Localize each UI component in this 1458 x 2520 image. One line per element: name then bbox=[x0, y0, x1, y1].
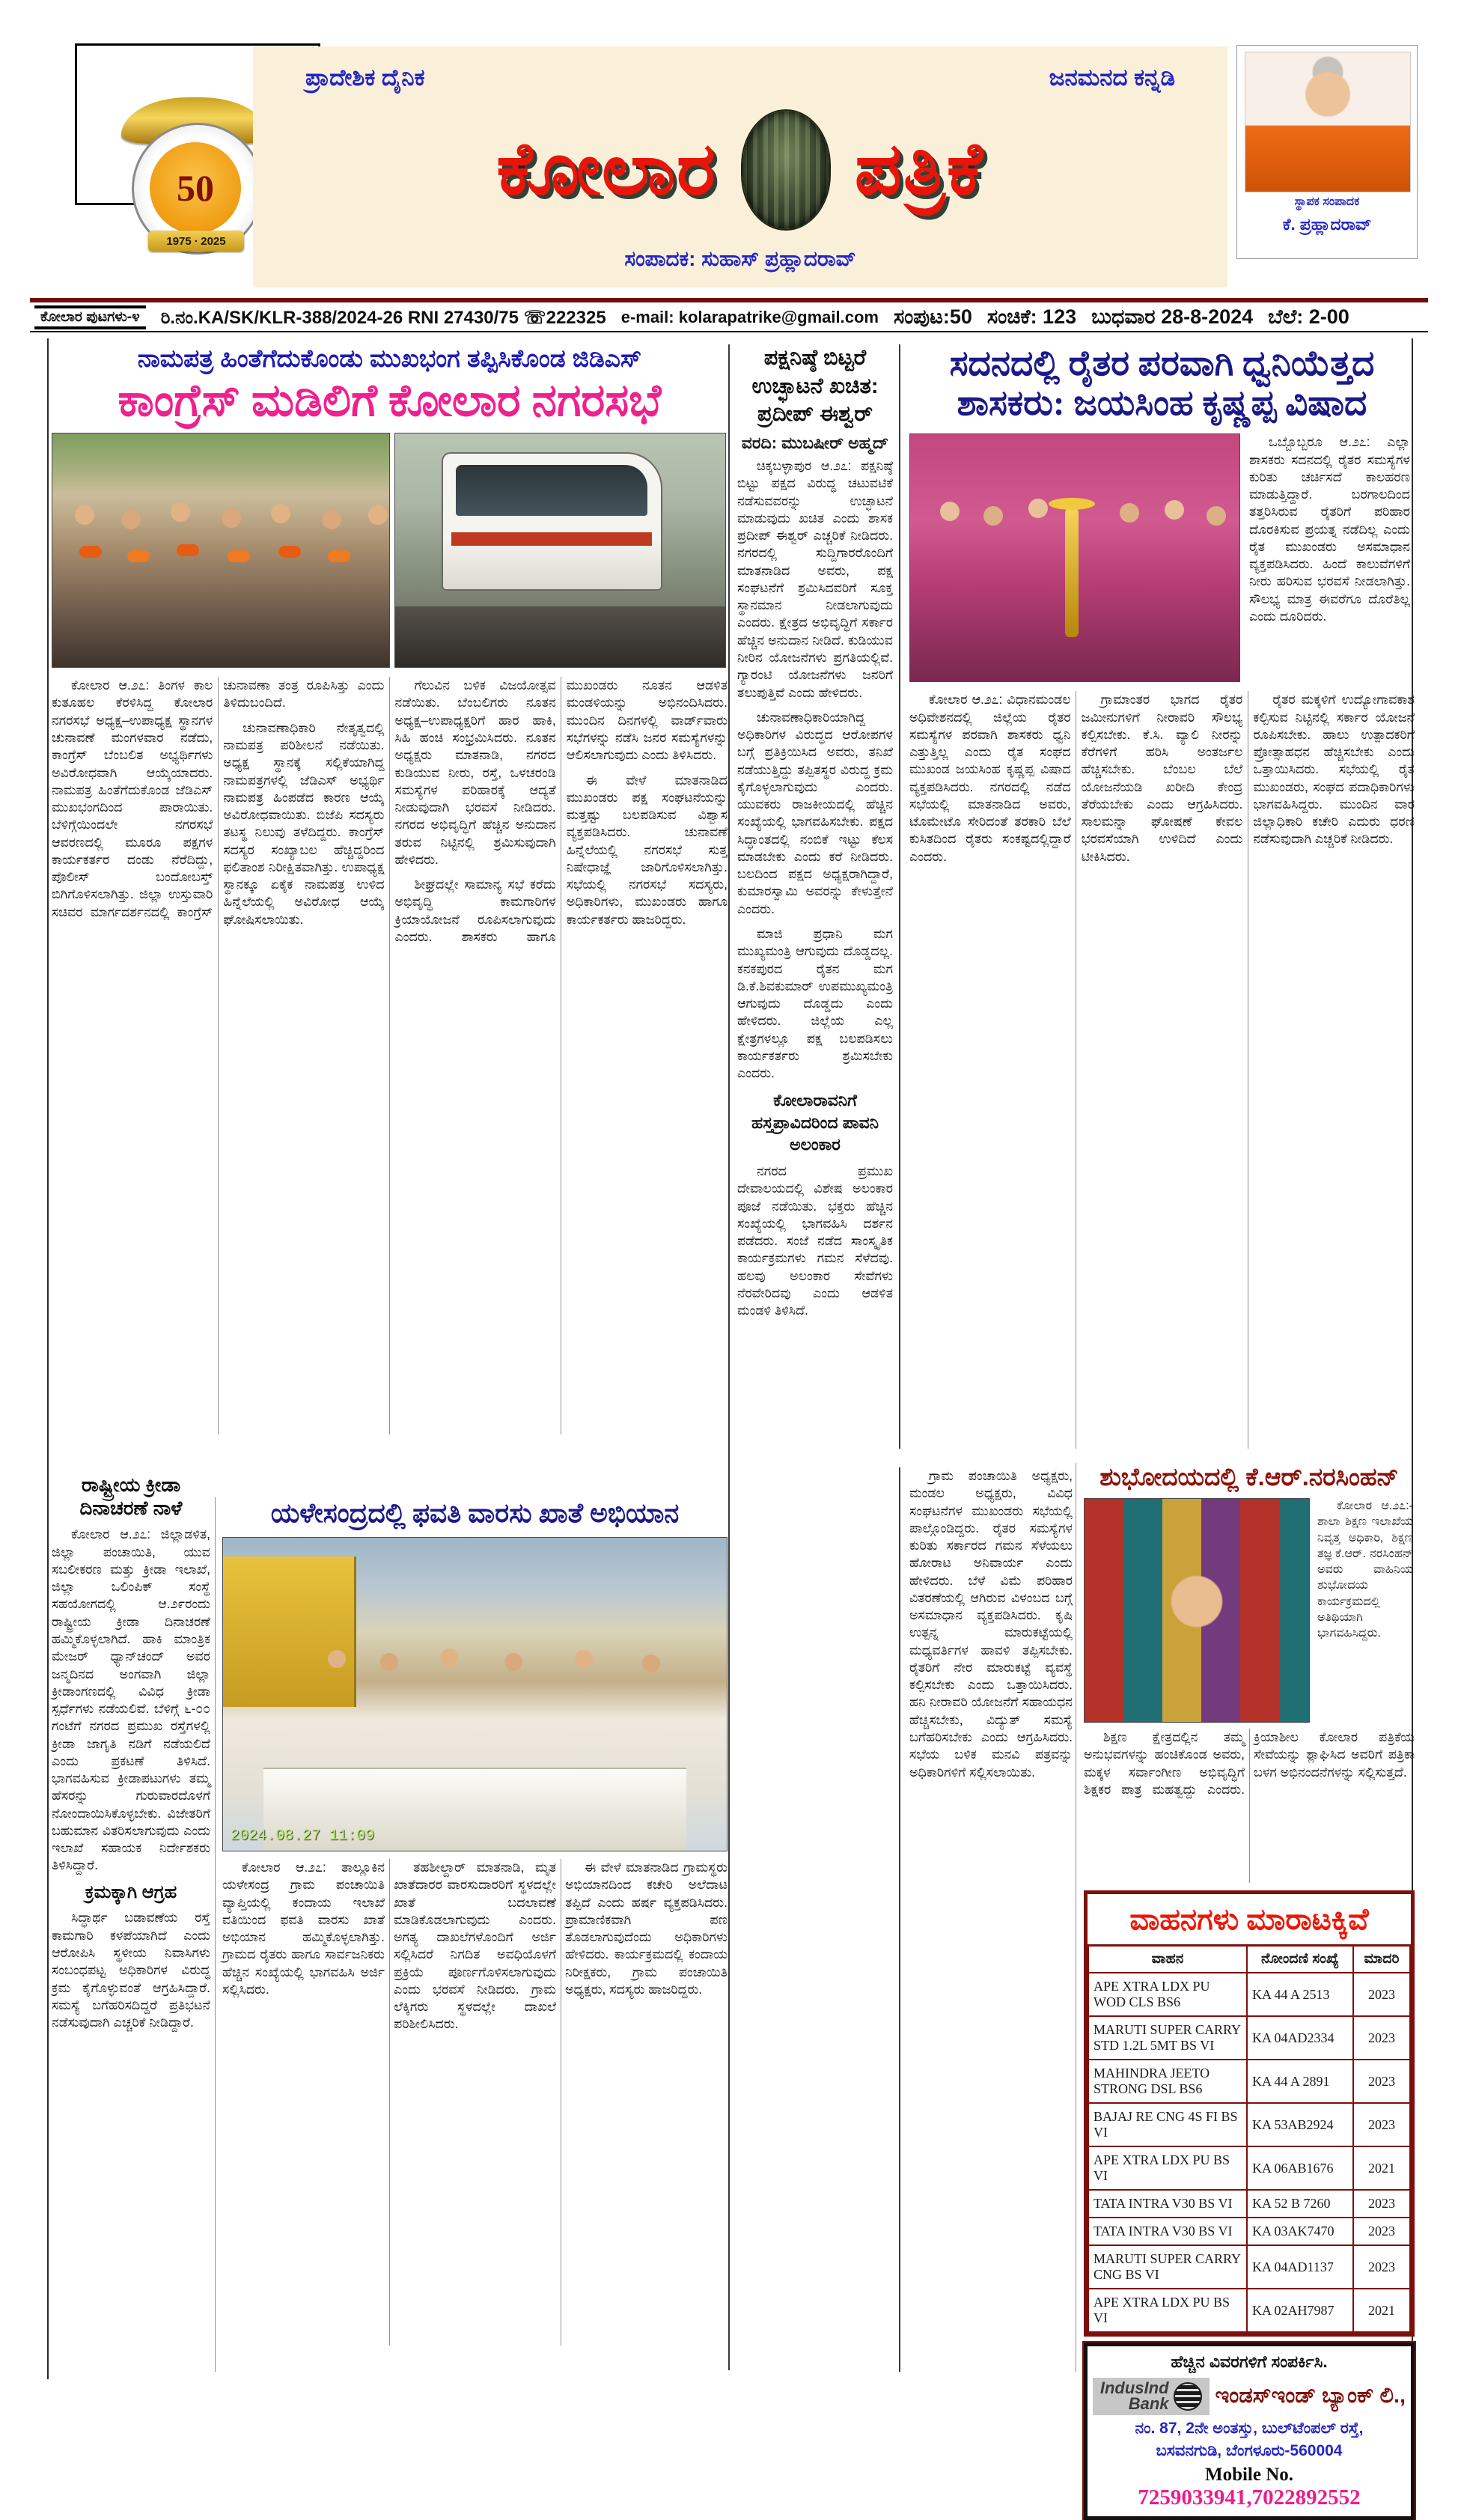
story-jayasimha-sidetext: ಒಬ್ಬೊಬ್ಬರೂ ಆ.೨೭: ಎಲ್ಲಾ ಶಾಸಕರು ಸದನದಲ್ಲಿ ರೈತರ ಸಮಸ್ಯೆಗಳ ಕುರಿತು ಚರ್ಚಿಸದೆ ಕಾಲಹರಣ ಮಾಡುತ್ತಿದ್ದಾರೆ. ಬರಗಾಲದಿಂದ ತತ್ತರಿಸಿರುವ ರೈತರಿಗೆ ಪರಿಹಾರ ದೊರಕಿಸುವ ಪ್ರಯತ್ನ ನಡೆದಿಲ್ಲ ಎಂದು ರೈತ ಮುಖಂಡರು ಅಸಮಾಧಾನ ವ್ಯಕ್ತಪಡಿಸಿದರು. ಹಿಂದೆ ಕಾಲುವೆಗಳಿಗೆ ನೀರು ಹರಿಸುವ ಭರವಸೆ ನೀಡಲಾಗಿತ್ತು. ಸೌಲಭ್ಯ ಮಾತ್ರ ಈವರೆಗೂ ದೊರೆತಿಲ್ಲ ಎಂದು ದೂರಿದರು. bbox=[1249, 434, 1410, 624]
table-row: APE XTRA LDX PU BS VI KA 06AB1676 2021 bbox=[1088, 2146, 1410, 2190]
paper-title-word2: ಪತ್ರಿಕೆ bbox=[854, 129, 984, 210]
info-bar bbox=[30, 298, 1428, 332]
table-row: BAJAJ RE CNG 4S FI BS VI KA 53AB2924 2023 bbox=[1088, 2103, 1410, 2146]
volume-label: ಸಂಪುಟ:50 bbox=[893, 305, 972, 328]
story-shubhodaya-body: ಶಿಕ್ಷಣ ಕ್ಷೇತ್ರದಲ್ಲಿನ ತಮ್ಮ ಅನುಭವಗಳನ್ನು ಹಂಚಿಕೊಂಡ ಅವರು, ಮಕ್ಕಳ ಸರ್ವಾಂಗೀಣ ಅಭಿವೃದ್ಧಿಗೆ ಶಿಕ್ಷಕರ ಪಾತ್ರ ಮಹತ್ವದ್ದು ಎಂದರು. ಕ್ರಿಯಾಶೀಲ ಕೋಲಾರ ಪತ್ರಿಕೆಯ ಸೇವೆಯನ್ನು ಶ್ಲಾಘಿಸಿದ ಅವರಿಗೆ ಪತ್ರಿಕಾ ಬಳಗ ಅಭಿನಂದನೆಗಳನ್ನು ಸಲ್ಲಿಸುತ್ತದೆ. bbox=[1084, 1729, 1415, 1797]
action-demand-subhead: ಕ್ರಮಕ್ಕಾಗಿ ಆಗ್ರಹ bbox=[85, 1881, 177, 1902]
story-khata-campaign bbox=[215, 1497, 728, 2372]
col-model: ಮಾದರಿ bbox=[1353, 1947, 1410, 1973]
story-jayasimha bbox=[899, 344, 1415, 1449]
story-pradeep bbox=[728, 344, 899, 2370]
table-row: APE XTRA LDX PU BS VI KA 02AH7987 2021 bbox=[1088, 2289, 1410, 2332]
pavani-alankara-subhead: ಕೋಲಾರಾವನಿಗೆ ಹಸ್ತಪ್ರಾವಿದರಿಂದ ಪಾವನಿ ಅಲಂಕಾರ bbox=[751, 1091, 879, 1154]
story-jayasimha-body: ಕೋಲಾರ ಆ.೨೭: ವಿಧಾನಮಂಡಲ ಅಧಿವೇಶನದಲ್ಲಿ ಜಿಲ್ಲೆಯ ರೈತರ ಸಮಸ್ಯೆಗಳ ಪರವಾಗಿ ಶಾಸಕರು ಧ್ವನಿ ಎತ್ತುತ್ತಿಲ್ಲ ಎಂದು ರೈತ ಸಂಘದ ಮುಖಂಡ ಜಯಸಿಂಹ ಕೃಷ್ಣಪ್ಪ ವಿಷಾದ ವ್ಯಕ್ತಪಡಿಸಿದರು. ನಗರದಲ್ಲಿ ನಡೆದ ಸಭೆಯಲ್ಲಿ ಮಾತನಾಡಿದ ಅವರು, ಟೊಮೇಟೊ ಸೇರಿದಂತೆ ತರಕಾರಿ ಬೆಲೆ ಕುಸಿತದಿಂದ ರೈತರು ಸಂಕಷ್ಟದಲ್ಲಿದ್ದಾರೆ ಎಂದರು. ಗ್ರಾಮಾಂತರ ಭಾಗದ ರೈತರ ಜಮೀನುಗಳಿಗೆ ನೀರಾವರಿ ಸೌಲಭ್ಯ ಕಲ್ಪಿಸಬೇಕು. ಕೆ.ಸಿ. ವ್ಯಾಲಿ ನೀರನ್ನು ಕೆರೆಗಳಿಗೆ ಹರಿಸಿ ಅಂತರ್ಜಲ ಹೆಚ್ಚಿಸಬೇಕು. ಬೆಂಬಲ ಬೆಲೆ ಯೋಜನೆಯಡಿ ಖರೀದಿ ಕೇಂದ್ರ ತೆರೆಯಬೇಕು ಎಂದು ಆಗ್ರಹಿಸಿದರು. ಸಾಲಮನ್ನಾ ಘೋಷಣೆ ಕೇವಲ ಭರವಸೆಯಾಗಿ ಉಳಿದಿದೆ ಎಂದು ಟೀಕಿಸಿದರು. ರೈತರ ಮಕ್ಕಳಿಗೆ ಉದ್ಯೋಗಾವಕಾಶ ಕಲ್ಪಿಸುವ ನಿಟ್ಟಿನಲ್ಲಿ ಸರ್ಕಾರ ಯೋಜನೆ ರೂಪಿಸಬೇಕು. ಹಾಲು ಉತ್ಪಾದಕರಿಗೆ ಪ್ರೋತ್ಸಾಹಧನ ಹೆಚ್ಚಿಸಬೇಕು ಎಂದು ಒತ್ತಾಯಿಸಿದರು. ಸಭೆಯಲ್ಲಿ ರೈತ ಮುಖಂಡರು, ಸಂಘದ ಪದಾಧಿಕಾರಿಗಳು ಭಾಗವಹಿಸಿದ್ದರು. ಮುಂದಿನ ವಾರ ಜಿಲ್ಲಾಧಿಕಾರಿ ಕಚೇರಿ ಎದುರು ಧರಣಿ ನಡೆಸುವುದಾಗಿ ಎಚ್ಚರಿಕೆ ನೀಡಿದರು. bbox=[909, 692, 1415, 864]
photo-garlanded-leaders bbox=[52, 433, 390, 668]
story-congress-kicker: ನಾಮಪತ್ರ ಹಿಂತೆಗೆದುಕೊಂಡು ಮುಖಭಂಗ ತಪ್ಪಿಸಿಕೊಂಡ ಜಿಡಿಎಸ್ bbox=[137, 344, 642, 372]
story-khata-headline: ಯಳೇಸಂದ್ರದಲ್ಲಿ ಫವತಿ ವಾರಸು ಖಾತೆ ಅಭಿಯಾನ bbox=[270, 1498, 680, 1528]
founder-box bbox=[1236, 45, 1418, 259]
bank-mobile-line: Mobile No. 7259033941,7022892552 bbox=[1138, 2464, 1361, 2510]
emblem-years: 1975 ∙ 2025 bbox=[148, 231, 244, 252]
founder-caption: ಸ್ಥಾಪಕ ಸಂಪಾದಕ bbox=[1294, 195, 1360, 208]
photo-tv-guest bbox=[1084, 1498, 1310, 1723]
story-pradeep-headline: ಪಕ್ಷನಿಷ್ಠೆ ಬಿಟ್ಟರೆ ಉಚ್ಛಾಟನೆ ಖಚಿತ: ಪ್ರದೀಪ್ ಈಶ್ವರ್ bbox=[751, 346, 879, 427]
col-vehicle: ವಾಹನ bbox=[1088, 1947, 1247, 1973]
paper-title-word1: ಕೋಲಾರ bbox=[496, 129, 717, 210]
founder-photo bbox=[1245, 52, 1411, 192]
story-congress-headline: ಕಾಂಗ್ರೆಸ್ ಮಡಿಲಿಗೆ ಕೋಲಾರ ನಗರಸಭೆ bbox=[118, 376, 662, 425]
editor-line: ಸಂಪಾದಕ: ಸುಹಾಸ್ ಪ್ರಹ್ಲಾದರಾವ್ bbox=[624, 247, 856, 270]
vehicles-table bbox=[1084, 1890, 1415, 2337]
date-label: ಬುಧವಾರ 28-8-2024 bbox=[1091, 305, 1254, 328]
photo-bus-crowd bbox=[394, 433, 726, 668]
table-header-row bbox=[1088, 1947, 1410, 1973]
bus-shape bbox=[442, 452, 662, 591]
story-shubhodaya-sidetext: ಕೋಲಾರ ಆ.೨೭:- ಶಾಲಾ ಶಿಕ್ಷಣ ಇಲಾಖೆಯ ನಿವೃತ್ತ ಅಧಿಕಾರಿ, ಶಿಕ್ಷಣ ತಜ್ಞ ಕೆ.ಆರ್. ನರಸಿಂಹನ್ ಅವರು ವಾಹಿನಿಯ ಶುಭೋದಯ ಕಾರ್ಯಕ್ರಮದಲ್ಲಿ ಅತಿಥಿಯಾಗಿ ಭಾಗವಹಿಸಿದ್ದರು. bbox=[1317, 1500, 1413, 1640]
table-row: TATA INTRA V30 BS VI KA 03AK7470 2023 bbox=[1088, 2218, 1410, 2245]
story-congress bbox=[52, 344, 728, 1434]
table-row: MAHINDRA JEETO STRONG DSL BS6 KA 44 A 2891 2023 bbox=[1088, 2060, 1410, 2103]
story-pradeep-byline: ವರದಿ: ಮುಬಷೀರ್ ಅಹ್ಮದ್ bbox=[741, 433, 889, 453]
masthead-panel bbox=[253, 46, 1227, 287]
story-jayasimha-headline: ಸದನದಲ್ಲಿ ರೈತರ ಪರವಾಗಿ ಧ್ವನಿಯೆತ್ತದ ಶಾಸಕರು: ಜಯಸಿಂಹ ಕೃಷ್ಣಪ್ಪ ವಿಷಾದ bbox=[949, 344, 1375, 423]
table-row: MARUTI SUPER CARRY CNG BS VI KA 04AD1137 2023 bbox=[1088, 2245, 1410, 2289]
bank-mobile-numbers: 7259033941,7022892552 bbox=[1138, 2485, 1361, 2510]
photo-timestamp: 2024.08.27 11:09 bbox=[231, 1827, 375, 1845]
issue-label: ಸಂಚಿಕೆ: 123 bbox=[986, 305, 1077, 328]
ad-contact-line: ಹೆಚ್ಚಿನ ವಿವರಗಳಿಗೆ ಸಂಪರ್ಕಿಸಿ. bbox=[1171, 2352, 1328, 2371]
temple-emblem-image bbox=[742, 111, 829, 229]
emblem-50-badge: 50 bbox=[150, 142, 241, 234]
story-jayasimha-continued: ಗ್ರಾಮ ಪಂಚಾಯಿತಿ ಅಧ್ಯಕ್ಷರು, ಮಂಡಲ ಅಧ್ಯಕ್ಷರು, ವಿವಿಧ ಸಂಘಟನೆಗಳ ಮುಖಂಡರು ಸಭೆಯಲ್ಲಿ ಪಾಲ್ಗೊಂಡಿದ್ದರು. ರೈತರ ಸಮಸ್ಯೆಗಳ ಕುರಿತು ಸರ್ಕಾರದ ಗಮನ ಸೆಳೆಯಲು ಹೋರಾಟ ಅನಿವಾರ್ಯ ಎಂದು ಹೇಳಿದರು. ಬೆಳೆ ವಿಮೆ ಪರಿಹಾರ ವಿತರಣೆಯಲ್ಲಿ ಆಗಿರುವ ವಿಳಂಬದ ಬಗ್ಗೆ ಅಸಮಾಧಾನ ವ್ಯಕ್ತಪಡಿಸಿದರು. ಕೃಷಿ ಉತ್ಪನ್ನ ಮಾರುಕಟ್ಟೆಯಲ್ಲಿ ಮಧ್ಯವರ್ತಿಗಳ ಹಾವಳಿ ತಪ್ಪಿಸಬೇಕು. ರೈತರಿಗೆ ನೇರ ಮಾರುಕಟ್ಟೆ ವ್ಯವಸ್ಥೆ ಕಲ್ಪಿಸಬೇಕು ಎಂದು ಒತ್ತಾಯಿಸಿದರು. ಹನಿ ನೀರಾವರಿ ಯೋಜನೆಗೆ ಸಹಾಯಧನ ಹೆಚ್ಚಿಸಬೇಕು, ವಿದ್ಯುತ್ ಸಮಸ್ಯೆ ಬಗೆಹರಿಸಬೇಕು ಎಂದು ಆಗ್ರಹಿಸಿದರು. ಸಭೆಯ ಬಳಿಕ ಮನವಿ ಪತ್ರವನ್ನು ಅಧಿಕಾರಿಗಳಿಗೆ ಸಲ್ಲಿಸಲಾಯಿತು. bbox=[899, 1467, 1073, 2372]
globe-icon bbox=[1174, 2382, 1202, 2411]
content-area bbox=[47, 338, 1415, 2510]
table-row: TATA INTRA V30 BS VI KA 52 B 7260 2023 bbox=[1088, 2190, 1410, 2218]
story-pradeep-body: ಚಿಕ್ಕಬಳ್ಳಾಪುರ ಆ.೨೭: ಪಕ್ಷನಿಷ್ಠೆ ಬಿಟ್ಟು ಪಕ್ಷದ ವಿರುದ್ಧ ಚಟುವಟಿಕೆ ನಡೆಸುವವರನ್ನು ಉಚ್ಛಾಟನೆ ಮಾಡುವುದು ಖಚಿತ ಎಂದು ಶಾಸಕ ಪ್ರದೀಪ್ ಈಶ್ವರ್ ಎಚ್ಚರಿಕೆ ನೀಡಿದರು. ನಗರದಲ್ಲಿ ಸುದ್ದಿಗಾರರೊಂದಿಗೆ ಮಾತನಾಡಿದ ಅವರು, ಪಕ್ಷ ಸಂಘಟನೆಗೆ ಶ್ರಮಿಸಿದವರಿಗೆ ಸೂಕ್ತ ಸ್ಥಾನಮಾನ ನೀಡಲಾಗುವುದು ಎಂದರು. ಕ್ಷೇತ್ರದ ಅಭಿವೃದ್ಧಿಗೆ ಸರ್ಕಾರ ಹೆಚ್ಚಿನ ಅನುದಾನ ನೀಡಿದೆ. ಕುಡಿಯುವ ನೀರಿನ ಯೋಜನೆಗಳು ಪ್ರಗತಿಯಲ್ಲಿವೆ. ಗ್ಯಾರಂಟಿ ಯೋಜನೆಗಳು ಜನರಿಗೆ ತಲುಪುತ್ತಿವೆ ಎಂದು ಹೇಳಿದರು. ಚುನಾವಣಾಧಿಕಾರಿಯಾಗಿದ್ದ ಅಧಿಕಾರಿಗಳ ವಿರುದ್ಧದ ಆರೋಪಗಳ ಬಗ್ಗೆ ಪ್ರತಿಕ್ರಿಯಿಸಿದ ಅವರು, ತನಿಖೆ ನಡೆಯುತ್ತಿದ್ದು ತಪ್ಪಿತಸ್ಥರ ವಿರುದ್ಧ ಕ್ರಮ ಕೈಗೊಳ್ಳಲಾಗುವುದು ಎಂದರು. ಯುವಕರು ರಾಜಕೀಯದಲ್ಲಿ ಹೆಚ್ಚಿನ ಸಂಖ್ಯೆಯಲ್ಲಿ ಭಾಗವಹಿಸಬೇಕು. ಪಕ್ಷದ ಸಿದ್ಧಾಂತದಲ್ಲಿ ನಂಬಿಕೆ ಇಟ್ಟು ಕೆಲಸ ಮಾಡಬೇಕು ಎಂದು ಕರೆ ನೀಡಿದರು. ಬಲದಿಂದ ಪಕ್ಷದ ಅಧ್ಯಕ್ಷರಾಗಿದ್ದಾರೆ, ಕುಮಾರಸ್ವಾಮಿ ಅವರನ್ನು ಕೇಳುತ್ತೇನೆ ಎಂದರು. ಮಾಜಿ ಪ್ರಧಾನಿ ಮಗ ಮುಖ್ಯಮಂತ್ರಿ ಆಗುವುದು ದೊಡ್ಡದಲ್ಲ. ಕನಕಪುರದ ರೈತನ ಮಗ ಡಿ.ಕೆ.ಶಿವಕುಮಾರ್ ಉಪಮುಖ್ಯಮಂತ್ರಿ ಆಗುವುದು ದೊಡ್ಡದು ಎಂದು ಹೇಳಿದರು. ಜಿಲ್ಲೆಯ ಎಲ್ಲ ಕ್ಷೇತ್ರಗಳಲ್ಲೂ ಪಕ್ಷ ಬಲಪಡಿಸಲು ಕಾರ್ಯಕರ್ತರು ಶ್ರಮಿಸಬೇಕು ಎಂದರು. ಕೋಲಾರಾವನಿಗೆ ಹಸ್ತಪ್ರಾವಿದರಿಂದ ಪಾವನಿ ಅಲಂಕಾರ ನಗರದ ಪ್ರಮುಖ ದೇವಾಲಯದಲ್ಲಿ ವಿಶೇಷ ಅಲಂಕಾರ ಪೂಜೆ ನಡೆಯಿತು. ಭಕ್ತರು ಹೆಚ್ಚಿನ ಸಂಖ್ಯೆಯಲ್ಲಿ ಭಾಗವಹಿಸಿ ದರ್ಶನ ಪಡೆದರು. ಸಂಜೆ ನಡೆದ ಸಾಂಸ್ಕೃತಿಕ ಕಾರ್ಯಕ್ರಮಗಳು ಗಮನ ಸೆಳೆದವು. ಹಲವು ಅಲಂಕಾರ ಸೇವೆಗಳು ನೆರವೇರಿದವು ಎಂದು ಆಡಳಿತ ಮಂಡಳಿ ತಿಳಿಸಿದೆ. bbox=[737, 458, 893, 1318]
story-shubhodaya-headline: ಶುಭೋದಯದಲ್ಲಿ ಕೆ.ಆರ್.ನರಸಿಂಹನ್ bbox=[1099, 1463, 1399, 1491]
table-row: APE XTRA LDX PU WOD CLS BS6 KA 44 A 2513 2023 bbox=[1088, 1973, 1410, 2016]
table-row: MARUTI SUPER CARRY STD 1.2L 5MT BS VI KA 04AD2334 2023 bbox=[1088, 2016, 1410, 2060]
bank-address-line1: ನಂ. 87, 2ನೇ ಅಂತಸ್ತು, ಬುಲ್‌ಟೆಂಪಲ್ ರಸ್ತೆ, bbox=[1135, 2419, 1364, 2437]
indusind-logo: IndusInd Bank bbox=[1093, 2378, 1210, 2415]
brass-lamp bbox=[1065, 508, 1079, 637]
tagline-right: ಜನಮನದ ಕನ್ನಡಿ bbox=[1049, 64, 1175, 91]
story-congress-body: ಕೋಲಾರ ಆ.೨೭: ತಿಂಗಳ ಕಾಲ ಕುತೂಹಲ ಕೆರಳಿಸಿದ್ದ ಕೋಲಾರ ನಗರಸಭೆ ಅಧ್ಯಕ್ಷ–ಉಪಾಧ್ಯಕ್ಷ ಸ್ಥಾನಗಳ ಚುನಾವಣೆ ಮಂಗಳವಾರ ನಡೆದು, ಕಾಂಗ್ರೆಸ್ ಬೆಂಬಲಿತ ಅಭ್ಯರ್ಥಿಗಳು ಅವಿರೋಧವಾಗಿ ಆಯ್ಕೆಯಾದರು. ನಾಮಪತ್ರ ಹಿಂತೆಗೆದುಕೊಂಡ ಜೆಡಿಎಸ್ ಮುಖಭಂಗದಿಂದ ಪಾರಾಯಿತು. ಬೆಳಿಗ್ಗೆಯಿಂದಲೇ ನಗರಸಭೆ ಆವರಣದಲ್ಲಿ ಮೂರೂ ಪಕ್ಷಗಳ ಕಾರ್ಯಕರ್ತರ ದಂಡು ನೆರೆದಿದ್ದು, ಪೊಲೀಸ್ ಬಂದೋಬಸ್ತ್ ಬಿಗಿಗೊಳಿಸಲಾಗಿತ್ತು. ಜಿಲ್ಲಾ ಉಸ್ತುವಾರಿ ಸಚಿವರ ಮಾರ್ಗದರ್ಶನದಲ್ಲಿ ಕಾಂಗ್ರೆಸ್ ಚುನಾವಣಾ ತಂತ್ರ ರೂಪಿಸಿತ್ತು ಎಂದು ತಿಳಿದುಬಂದಿದೆ. ಚುನಾವಣಾಧಿಕಾರಿ ನೇತೃತ್ವದಲ್ಲಿ ನಾಮಪತ್ರ ಪರಿಶೀಲನೆ ನಡೆಯಿತು. ಅಧ್ಯಕ್ಷ ಸ್ಥಾನಕ್ಕೆ ಸಲ್ಲಿಕೆಯಾಗಿದ್ದ ನಾಮಪತ್ರಗಳಲ್ಲಿ ಜೆಡಿಎಸ್ ಅಭ್ಯರ್ಥಿ ನಾಮಪತ್ರ ಹಿಂಪಡೆದ ಕಾರಣ ಆಯ್ಕೆ ಅವಿರೋಧವಾಯಿತು. ಬಿಜೆಪಿ ಸದಸ್ಯರು ತಟಸ್ಥ ನಿಲುವು ತಳೆದಿದ್ದರು. ಕಾಂಗ್ರೆಸ್ ಸದಸ್ಯರ ಸಂಖ್ಯಾಬಲ ಹೆಚ್ಚಿದ್ದರಿಂದ ಫಲಿತಾಂಶ ನಿರೀಕ್ಷಿತವಾಗಿತ್ತು. ಉಪಾಧ್ಯಕ್ಷ ಸ್ಥಾನಕ್ಕೂ ಏಕೈಕ ನಾಮಪತ್ರ ಉಳಿದ ಹಿನ್ನೆಲೆಯಲ್ಲಿ ಅವಿರೋಧ ಆಯ್ಕೆ ಘೋಷಿಸಲಾಯಿತು. ಗೆಲುವಿನ ಬಳಿಕ ವಿಜಯೋತ್ಸವ ನಡೆಯಿತು. ಬೆಂಬಲಿಗರು ನೂತನ ಅಧ್ಯಕ್ಷ–ಉಪಾಧ್ಯಕ್ಷರಿಗೆ ಹಾರ ಹಾಕಿ, ಸಿಹಿ ಹಂಚಿ ಸಂಭ್ರಮಿಸಿದರು. ನೂತನ ಅಧ್ಯಕ್ಷರು ಮಾತನಾಡಿ, ನಗರದ ಕುಡಿಯುವ ನೀರು, ರಸ್ತೆ, ಒಳಚರಂಡಿ ಸಮಸ್ಯೆಗಳ ಪರಿಹಾರಕ್ಕೆ ಆದ್ಯತೆ ನೀಡುವುದಾಗಿ ಭರವಸೆ ನೀಡಿದರು. ನಗರದ ಅಭಿವೃದ್ಧಿಗೆ ಹೆಚ್ಚಿನ ಅನುದಾನ ತರುವ ನಿಟ್ಟಿನಲ್ಲಿ ಶ್ರಮಿಸುವುದಾಗಿ ಹೇಳಿದರು. ಶೀಘ್ರದಲ್ಲೇ ಸಾಮಾನ್ಯ ಸಭೆ ಕರೆದು ಅಭಿವೃದ್ಧಿ ಕಾಮಗಾರಿಗಳ ಕ್ರಿಯಾಯೋಜನೆ ರೂಪಿಸಲಾಗುವುದು ಎಂದರು. ಶಾಸಕರು ಹಾಗೂ ಮುಖಂಡರು ನೂತನ ಆಡಳಿತ ಮಂಡಳಿಯನ್ನು ಅಭಿನಂದಿಸಿದರು. ಮುಂದಿನ ದಿನಗಳಲ್ಲಿ ವಾರ್ಡ್‌ವಾರು ಸಭೆಗಳನ್ನು ನಡೆಸಿ ಜನರ ಸಮಸ್ಯೆಗಳನ್ನು ಆಲಿಸಲಾಗುವುದು ಎಂದು ತಿಳಿಸಿದರು. ಈ ವೇಳೆ ಮಾತನಾಡಿದ ಮುಖಂಡರು ಪಕ್ಷ ಸಂಘಟನೆಯನ್ನು ಮತ್ತಷ್ಟು ಬಲಪಡಿಸುವ ವಿಶ್ವಾಸ ವ್ಯಕ್ತಪಡಿಸಿದರು. ಚುನಾವಣೆ ಹಿನ್ನೆಲೆಯಲ್ಲಿ ನಗರಸಭೆ ಸುತ್ತ ನಿಷೇಧಾಜ್ಞೆ ಜಾರಿಗೊಳಿಸಲಾಗಿತ್ತು. ಸಭೆಯಲ್ಲಿ ನಗರಸಭೆ ಸದಸ್ಯರು, ಅಧಿಕಾರಿಗಳು, ಮುಖಂಡರು ಹಾಗೂ ಕಾರ್ಯಕರ್ತರು ಹಾಜರಿದ್ದರು. bbox=[52, 678, 728, 944]
price-label: ಬೆಲೆ: 2-00 bbox=[1268, 305, 1349, 328]
photo-khata-camp bbox=[222, 1537, 728, 1851]
bank-address-line2: ಬಸವನಗುಡಿ, ಬೆಂಗಳೂರು-560004 bbox=[1156, 2441, 1343, 2459]
email-address: e-mail: kolarapatrike@gmail.com bbox=[620, 308, 879, 326]
pages-label: ಕೋಲಾರ ಪುಟಗಳು-೪ bbox=[34, 305, 146, 329]
story-khata-body: ಕೋಲಾರ ಆ.೨೭: ತಾಲ್ಲೂಕಿನ ಯಳೇಸಂದ್ರ ಗ್ರಾಮ ಪಂಚಾಯಿತಿ ವ್ಯಾಪ್ತಿಯಲ್ಲಿ ಕಂದಾಯ ಇಲಾಖೆ ವತಿಯಿಂದ ಫವತಿ ವಾರಸು ಖಾತೆ ಅಭಿಯಾನ ಹಮ್ಮಿಕೊಳ್ಳಲಾಗಿತ್ತು. ಗ್ರಾಮದ ರೈತರು ಹಾಗೂ ಸಾರ್ವಜನಿಕರು ಹೆಚ್ಚಿನ ಸಂಖ್ಯೆಯಲ್ಲಿ ಭಾಗವಹಿಸಿ ಅರ್ಜಿ ಸಲ್ಲಿಸಿದರು. ತಹಶೀಲ್ದಾರ್ ಮಾತನಾಡಿ, ಮೃತ ಖಾತೆದಾರರ ವಾರಸುದಾರರಿಗೆ ಸ್ಥಳದಲ್ಲೇ ಖಾತೆ ಬದಲಾವಣೆ ಮಾಡಿಕೊಡಲಾಗುವುದು ಎಂದರು. ಅಗತ್ಯ ದಾಖಲೆಗಳೊಂದಿಗೆ ಅರ್ಜಿ ಸಲ್ಲಿಸಿದರೆ ನಿಗದಿತ ಅವಧಿಯೊಳಗೆ ಪ್ರಕ್ರಿಯೆ ಪೂರ್ಣಗೊಳಿಸಲಾಗುವುದು ಎಂದು ಭರವಸೆ ನೀಡಿದರು. ಗ್ರಾಮ ಲೆಕ್ಕಿಗರು ಸ್ಥಳದಲ್ಲೇ ದಾಖಲೆ ಪರಿಶೀಲಿಸಿದರು. ಈ ವೇಳೆ ಮಾತನಾಡಿದ ಗ್ರಾಮಸ್ಥರು ಅಭಿಯಾನದಿಂದ ಕಚೇರಿ ಅಲೆದಾಟ ತಪ್ಪಿದೆ ಎಂದು ಹರ್ಷ ವ್ಯಕ್ತಪಡಿಸಿದರು. ಪ್ರಾಮಾಣಿಕವಾಗಿ ಪಣ ತೊಡಲಾಗುವುದೆಂದು ಅಧಿಕಾರಿಗಳು ಹೇಳಿದರು. ಕಾರ್ಯಕ್ರಮದಲ್ಲಿ ಕಂದಾಯ ನಿರೀಕ್ಷಕರು, ಗ್ರಾಮ ಪಂಚಾಯಿತಿ ಅಧ್ಯಕ್ಷರು, ಸದಸ್ಯರು ಹಾಜರಿದ್ದರು. bbox=[222, 1860, 728, 2032]
vehicles-table-title: ವಾಹನಗಳು ಮಾರಾಟಕ್ಕಿವೆ bbox=[1088, 1894, 1411, 1947]
story-sports-day: ರಾಷ್ಟ್ರೀಯ ಕ್ರೀಡಾ ದಿನಾಚರಣೆ ನಾಳೆ ಕೋಲಾರ ಆ.೨೭: ಜಿಲ್ಲಾಡಳಿತ, ಜಿಲ್ಲಾ ಪಂಚಾಯಿತಿ, ಯುವ ಸಬಲೀಕರಣ ಮತ್ತು ಕ್ರೀಡಾ ಇಲಾಖೆ, ಜಿಲ್ಲಾ ಒಲಿಂಪಿಕ್ ಸಂಸ್ಥೆ ಸಹಯೋಗದಲ್ಲಿ ಆ.೨೯ರಂದು ರಾಷ್ಟ್ರೀಯ ಕ್ರೀಡಾ ದಿನಾಚರಣೆ ಹಮ್ಮಿಕೊಳ್ಳಲಾಗಿದೆ. ಹಾಕಿ ಮಾಂತ್ರಿಕ ಮೇಜರ್ ಧ್ಯಾನ್‌ಚಂದ್ ಅವರ ಜನ್ಮದಿನದ ಅಂಗವಾಗಿ ಜಿಲ್ಲಾ ಕ್ರೀಡಾಂಗಣದಲ್ಲಿ ವಿವಿಧ ಕ್ರೀಡಾ ಸ್ಪರ್ಧೆಗಳು ನಡೆಯಲಿವೆ. ಬೆಳಿಗ್ಗೆ ೬-೦೦ ಗಂಟೆಗೆ ನಗರದ ಪ್ರಮುಖ ರಸ್ತೆಗಳಲ್ಲಿ ಕ್ರೀಡಾ ಜಾಗೃತಿ ನಡಿಗೆ ನಡೆಯಲಿದೆ ಎಂದು ಪ್ರಕಟಣೆ ತಿಳಿಸಿದೆ. ಭಾಗವಹಿಸುವ ಕ್ರೀಡಾಪಟುಗಳು ತಮ್ಮ ಹೆಸರನ್ನು ಗುರುವಾರದೊಳಗೆ ನೋಂದಾಯಿಸಿಕೊಳ್ಳಬೇಕು. ವಿಜೇತರಿಗೆ ಬಹುಮಾನ ವಿತರಿಸಲಾಗುವುದು ಎಂದು ಇಲಾಖೆ ಸಹಾಯಕ ನಿರ್ದೇಶಕರು ತಿಳಿಸಿದ್ದಾರೆ. ಕ್ರಮಕ್ಕಾಗಿ ಆಗ್ರಹ ಸಿದ್ಧಾರ್ಥ ಬಡಾವಣೆಯ ರಸ್ತೆ ಕಾಮಗಾರಿ ಕಳಪೆಯಾಗಿದೆ ಎಂದು ಆರೋಪಿಸಿ ಸ್ಥಳೀಯ ನಿವಾಸಿಗಳು ಸಂಬಂಧಪಟ್ಟ ಅಧಿಕಾರಿಗಳ ವಿರುದ್ಧ ಕ್ರಮ ಕೈಗೊಳ್ಳುವಂತೆ ಆಗ್ರಹಿಸಿದ್ದಾರೆ. ಸಮಸ್ಯೆ ಬಗೆಹರಿಸದಿದ್ದರೆ ಪ್ರತಿಭಟನೆ ನಡೆಸುವುದಾಗಿ ಎಚ್ಚರಿಕೆ ನೀಡಿದ್ದಾರೆ. bbox=[52, 1473, 210, 2030]
founder-name: ಕೆ. ಪ್ರಹ್ಲಾದರಾವ್ bbox=[1282, 215, 1372, 234]
col-registration: ನೋಂದಣಿ ಸಂಖ್ಯೆ bbox=[1247, 1947, 1353, 1973]
registration-number: ರಿ.ನಂ.KA/SK/KLR-388/2024-26 RNI 27430/75 ☏222325 bbox=[160, 307, 606, 328]
bank-name-kannada: ಇಂಡಸ್‌ಇಂಡ್ ಬ್ಯಾಂಕ್ ಲಿ., bbox=[1215, 2384, 1406, 2408]
story-shubhodaya bbox=[1076, 1463, 1415, 2510]
tagline-left: ಪ್ರಾದೇಶಿಕ ದೈನಿಕ bbox=[305, 64, 425, 91]
sports-day-subhead: ರಾಷ್ಟ್ರೀಯ ಕ್ರೀಡಾ ದಿನಾಚರಣೆ ನಾಳೆ bbox=[79, 1473, 183, 1520]
photo-lamp-lighting bbox=[909, 433, 1240, 682]
bank-advertisement bbox=[1084, 2343, 1415, 2520]
